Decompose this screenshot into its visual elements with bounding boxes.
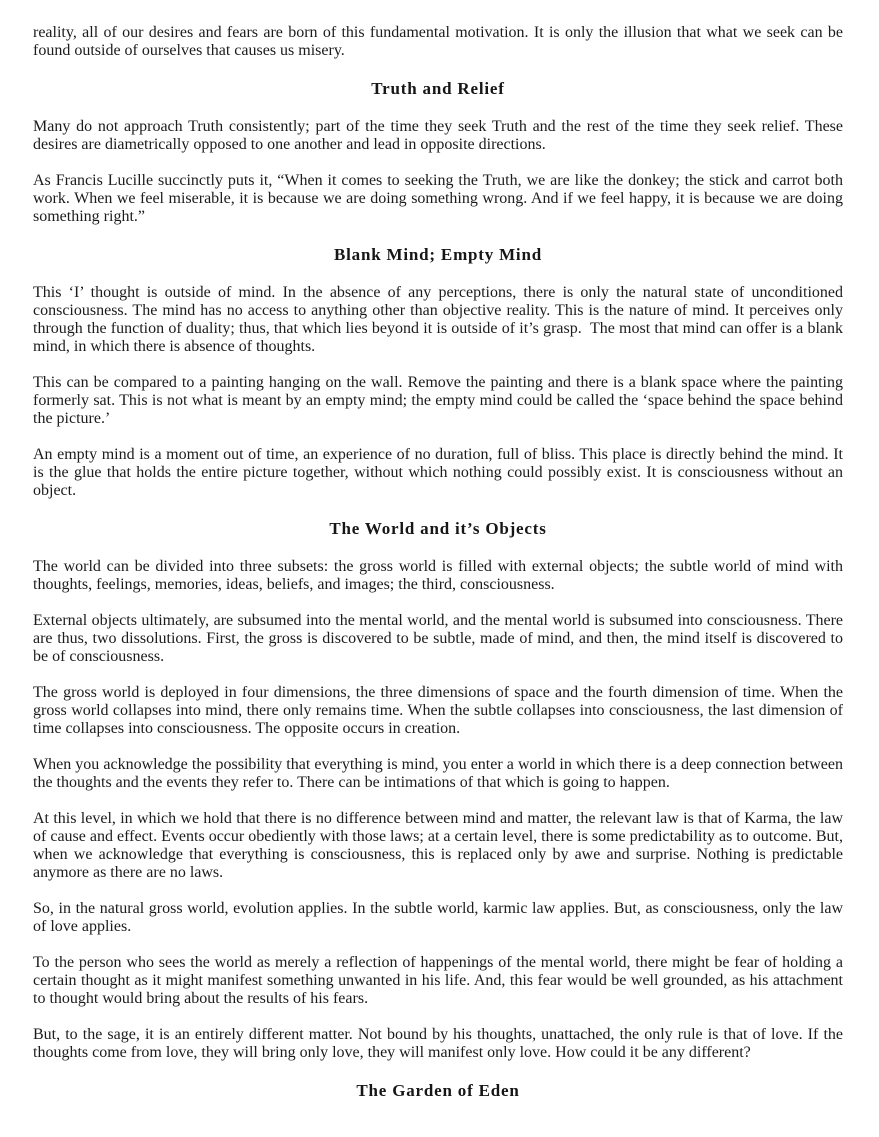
paragraph: Many do not approach Truth consistently; part of the time they seek Truth and the rest of the time they seek relief. These desires are diametrically opposed to one another and lead in opposite directions. [33,118,843,153]
paragraph: The gross world is deployed in four dimensions, the three dimensions of space and the fourth dimension of time. When the gross world collapses into mind, there only remains time. When the subtle collapses into consciousness, the last dimension of time collapses into consciousness. The opposite occurs in creation. [33,684,843,737]
paragraph: But, to the sage, it is an entirely different matter. Not bound by his thoughts, unattached, the only rule is that of love. If the thoughts come from love, they will bring only love, they will manifest only love. How could it be any different? [33,1026,843,1061]
paragraph: So, in the natural gross world, evolution applies. In the subtle world, karmic law applies. But, as consciousness, only the law of love applies. [33,900,843,935]
paragraph: This ‘I’ thought is outside of mind. In the absence of any perceptions, there is only the natural state of unconditioned consciousness. The mind has no access to anything other than objective reality. This is the nature of mind. It perceives only through the function of duality; thus, that which lies beyond it is outside of it’s grasp. The most that mind can offer is a blank mind, in which there is absence of thoughts. [33,284,843,355]
paragraph: To the person who sees the world as merely a reflection of happenings of the mental world, there might be fear of holding a certain thought as it might manifest something unwanted in his life. And, this fear would be well grounded, as his attachment to thought would bring about the results of his fears. [33,954,843,1007]
paragraph: When you acknowledge the possibility that everything is mind, you enter a world in which there is a deep connection between the thoughts and the events they refer to. There can be intimations of that which is going to happen. [33,756,843,791]
paragraph: The world can be divided into three subsets: the gross world is filled with external objects; the subtle world of mind with thoughts, feelings, memories, ideas, beliefs, and images; the third, consciousness. [33,558,843,593]
paragraph: reality, all of our desires and fears are born of this fundamental motivation. It is only the illusion that what we seek can be found outside of ourselves that causes us misery. [33,24,843,59]
paragraph: This can be compared to a painting hanging on the wall. Remove the painting and there is a blank space where the painting formerly sat. This is not what is meant by an empty mind; the empty mind could be called the ‘space behind the space behind the picture.’ [33,374,843,427]
section-heading: The World and it’s Objects [329,519,547,538]
paragraph: As Francis Lucille succinctly puts it, “When it comes to seeking the Truth, we are like the donkey; the stick and carrot both work. When we feel miserable, it is because we are doing something wrong. And if we feel happy, it is because we are doing something right.” [33,172,843,225]
section-heading: The Garden of Eden [356,1081,520,1100]
document-content [33,24,843,1100]
paragraph: An empty mind is a moment out of time, an experience of no duration, full of bliss. This place is directly behind the mind. It is the glue that holds the entire picture together, without which nothing could possibly exist. It is consciousness without an object. [33,446,843,499]
paragraph: At this level, in which we hold that there is no difference between mind and matter, the relevant law is that of Karma, the law of cause and effect. Events occur obediently with those laws; at a certain level, there is some predictability as to outcome. But, when we acknowledge that everything is consciousness, this is replaced only by awe and surprise. Nothing is predictable anymore as there are no laws. [33,810,843,881]
paragraph: External objects ultimately, are subsumed into the mental world, and the mental world is subsumed into consciousness. There are thus, two dissolutions. First, the gross is discovered to be subtle, made of mind, and then, the mind itself is discovered to be of consciousness. [33,612,843,665]
section-heading: Blank Mind; Empty Mind [334,245,542,264]
section-heading: Truth and Relief [371,79,505,98]
